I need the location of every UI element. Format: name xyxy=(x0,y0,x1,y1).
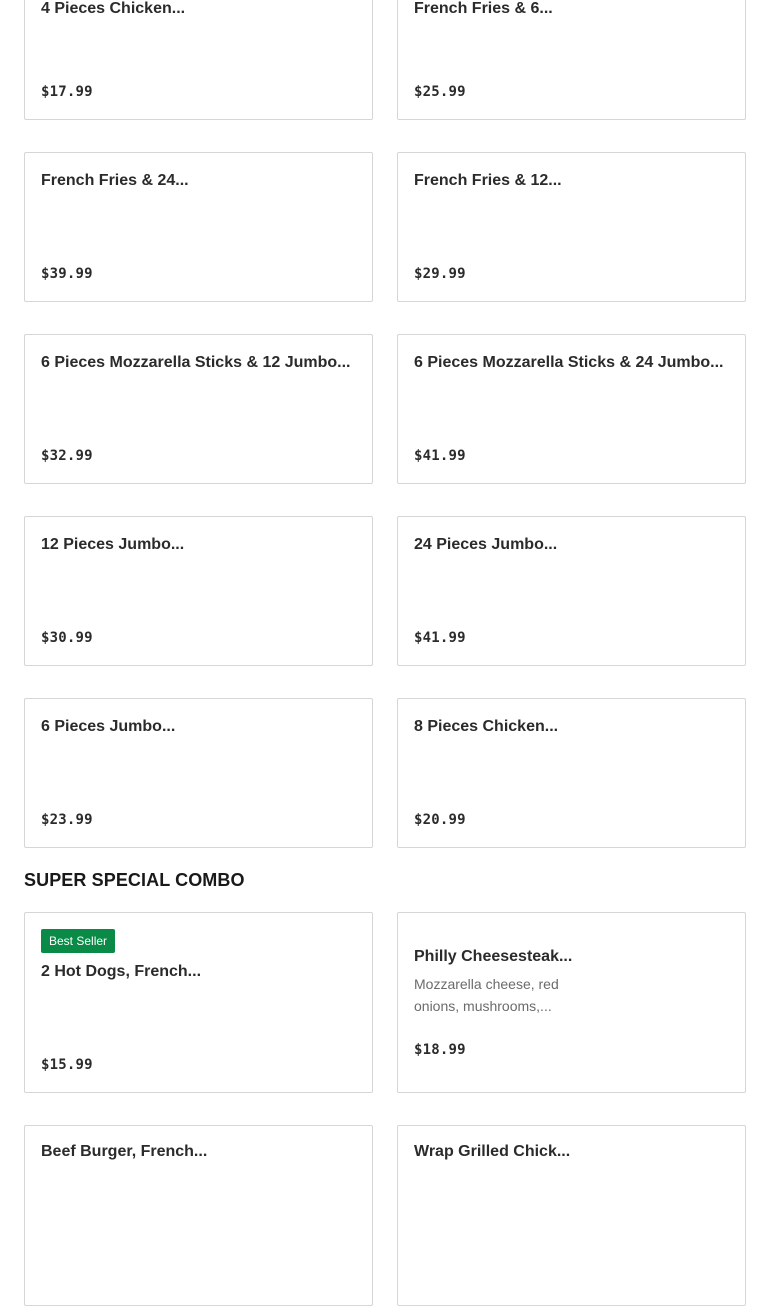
menu-item-name: 12 Pieces Jumbo... xyxy=(41,536,185,553)
menu-item-price: $41.99 xyxy=(414,630,466,646)
menu-item-name: 24 Pieces Jumbo... xyxy=(414,536,558,553)
menu-item-card[interactable] xyxy=(24,152,373,302)
menu-item-price: $17.99 xyxy=(41,84,93,100)
menu-item-name: French Fries & 12... xyxy=(414,172,562,189)
menu-item-price: $39.99 xyxy=(41,266,93,282)
menu-item-card[interactable] xyxy=(24,912,373,1093)
menu-item-card[interactable] xyxy=(397,912,746,1093)
menu-item-card[interactable] xyxy=(24,1125,373,1306)
menu-item-description: Mozzarella cheese, red onions, mushrooms,... xyxy=(414,976,559,1014)
menu-item-price: $41.99 xyxy=(414,448,466,464)
menu-item-name: 8 Pieces Chicken... xyxy=(414,718,559,735)
section-title: SUPER SPECIAL COMBO xyxy=(24,870,245,890)
menu-item-price: $15.99 xyxy=(41,1057,93,1073)
menu-item-card[interactable] xyxy=(397,334,746,484)
menu-item-price: $30.99 xyxy=(41,630,93,646)
menu-item-name: Wrap Grilled Chick... xyxy=(414,1143,571,1160)
menu-item-card[interactable] xyxy=(397,152,746,302)
menu-item-name: 4 Pieces Chicken... xyxy=(41,0,186,17)
menu-item-price: $32.99 xyxy=(41,448,93,464)
menu-item-card[interactable] xyxy=(397,516,746,666)
menu-item-card[interactable] xyxy=(24,698,373,848)
menu-item-name: 6 Pieces Mozzarella Sticks & 12 Jumbo... xyxy=(41,354,351,371)
menu-item-price: $20.99 xyxy=(414,812,466,828)
menu-item-card[interactable] xyxy=(24,516,373,666)
menu-item-card[interactable] xyxy=(24,334,373,484)
menu-item-name: 6 Pieces Mozzarella Sticks & 24 Jumbo... xyxy=(414,354,724,371)
menu-item-card[interactable] xyxy=(397,1125,746,1306)
menu-item-card[interactable] xyxy=(397,698,746,848)
menu-item-card[interactable] xyxy=(397,0,746,120)
menu-item-price: $23.99 xyxy=(41,812,93,828)
menu-item-price: $18.99 xyxy=(414,1042,466,1058)
menu-item-name: 6 Pieces Jumbo... xyxy=(41,718,176,735)
menu-item-name: Philly Cheesesteak... xyxy=(414,948,573,965)
menu-item-name: French Fries & 24... xyxy=(41,172,189,189)
menu-item-price: $25.99 xyxy=(414,84,466,100)
menu-item-card[interactable] xyxy=(24,0,373,120)
menu-item-price: $29.99 xyxy=(414,266,466,282)
menu-item-name: Beef Burger, French... xyxy=(41,1143,208,1160)
best-seller-badge: Best Seller xyxy=(41,929,115,953)
menu-item-name: 2 Hot Dogs, French... xyxy=(41,963,202,980)
menu-item-name: French Fries & 6... xyxy=(414,0,553,17)
